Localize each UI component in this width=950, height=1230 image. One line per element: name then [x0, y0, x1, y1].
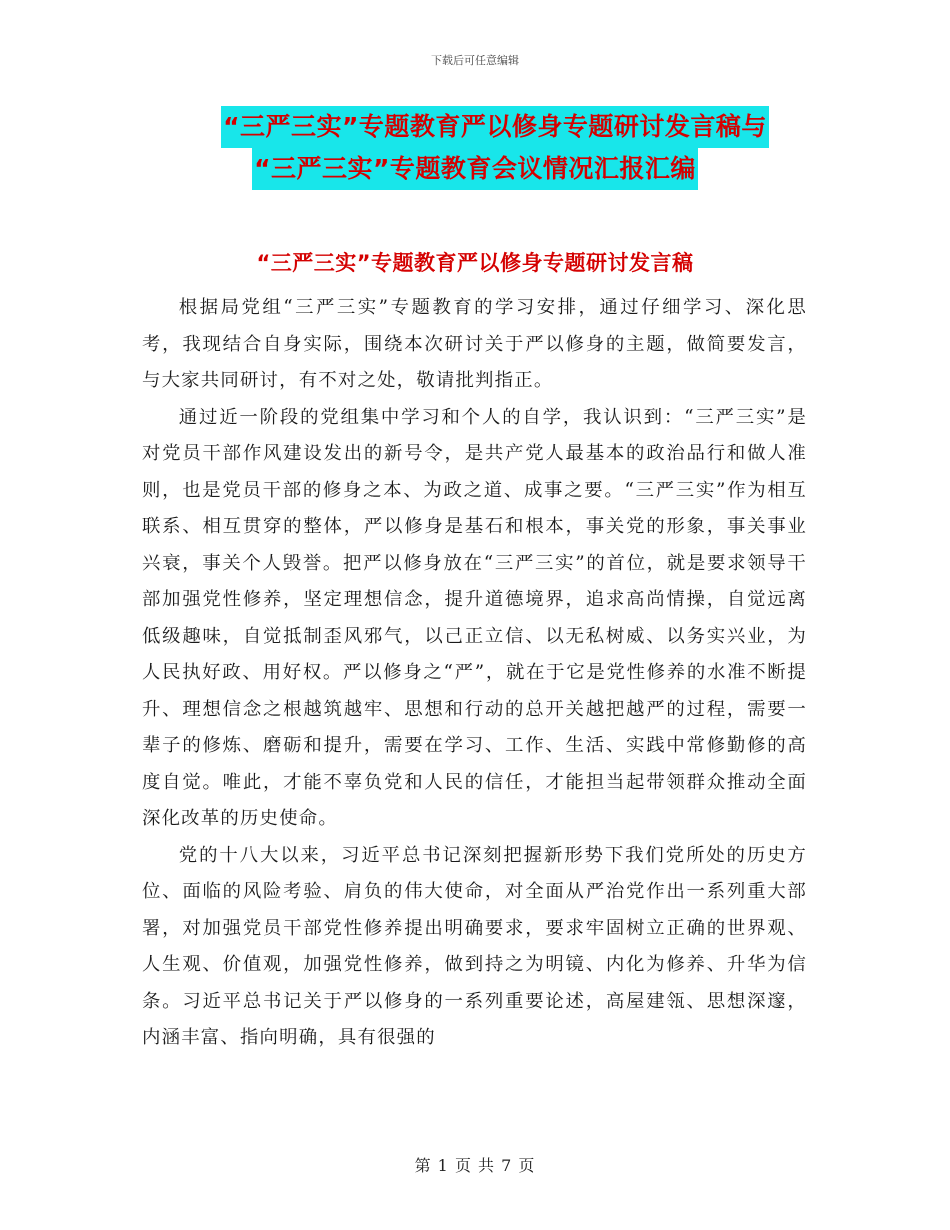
paragraph-3: 党的十八大以来，习近平总书记深刻把握新形势下我们党所处的历史方位、面临的风险考验、肩负的伟大使命，对全面从严治党作出一系列重大部署，对加强党员干部党性修养提出明确要求，要求牢固树立正确的世界观、人生观、价值观，加强党性修养，做到持之为明镜、内化为修养、升华为信条。习近平总书记关于严以修身的一系列重要论述，高屋建瓴、思想深邃，内涵丰富、指向明确，具有很强的 — [142, 844, 807, 1048]
document-title-line-2: “三严三实”专题教育会议情况汇报汇编 — [252, 148, 698, 190]
section-title: “三严三实”专题教育严以修身专题研讨发言稿 — [256, 251, 694, 275]
page-header-note: 下载后可任意编辑 — [431, 54, 519, 67]
paragraph-2: 通过近一阶段的党组集中学习和个人的自学，我认识到：“三严三实”是对党员干部作风建设发出的新号令，是共产党人最基本的政治品行和做人准则，也是党员干部的修身之本、为政之道、成事之要。“三严三实”作为相互联系、相互贯穿的整体，严以修身是基石和根本，事关党的形象，事关事业兴衰，事关个人毁誉。把严以修身放在“三严三实”的首位，就是要求领导干部加强党性修养，坚定理想信念，提升道德境界，追求高尚情操，自觉远离低级趣味，自觉抵制歪风邪气，以己正立信、以无私树威、以务实兴业，为人民执好政、用好权。严以修身之“严”，就在于它是党性修养的水准不断提升、理想信念之根越筑越牢、思想和行动的总开关越把越严的过程，需要一辈子的修炼、磨砺和提升，需要在学习、工作、生活、实践中常修勤修的高度自觉。唯此，才能不辜负党和人民的信任，才能担当起带领群众推动全面深化改革的历史使命。 — [142, 406, 807, 829]
document-title — [0, 106, 950, 190]
document-body — [142, 290, 807, 1057]
paragraph-1: 根据局党组“三严三实”专题教育的学习安排，通过仔细学习、深化思考，我现结合自身实际，围绕本次研讨关于严以修身的主题，做简要发言，与大家共同研讨，有不对之处，敬请批判指正。 — [142, 297, 807, 391]
document-title-line-1: “三严三实”专题教育严以修身专题研讨发言稿与 — [221, 106, 769, 148]
page-number-footer: 第 1 页 共 7 页 — [414, 1156, 536, 1175]
